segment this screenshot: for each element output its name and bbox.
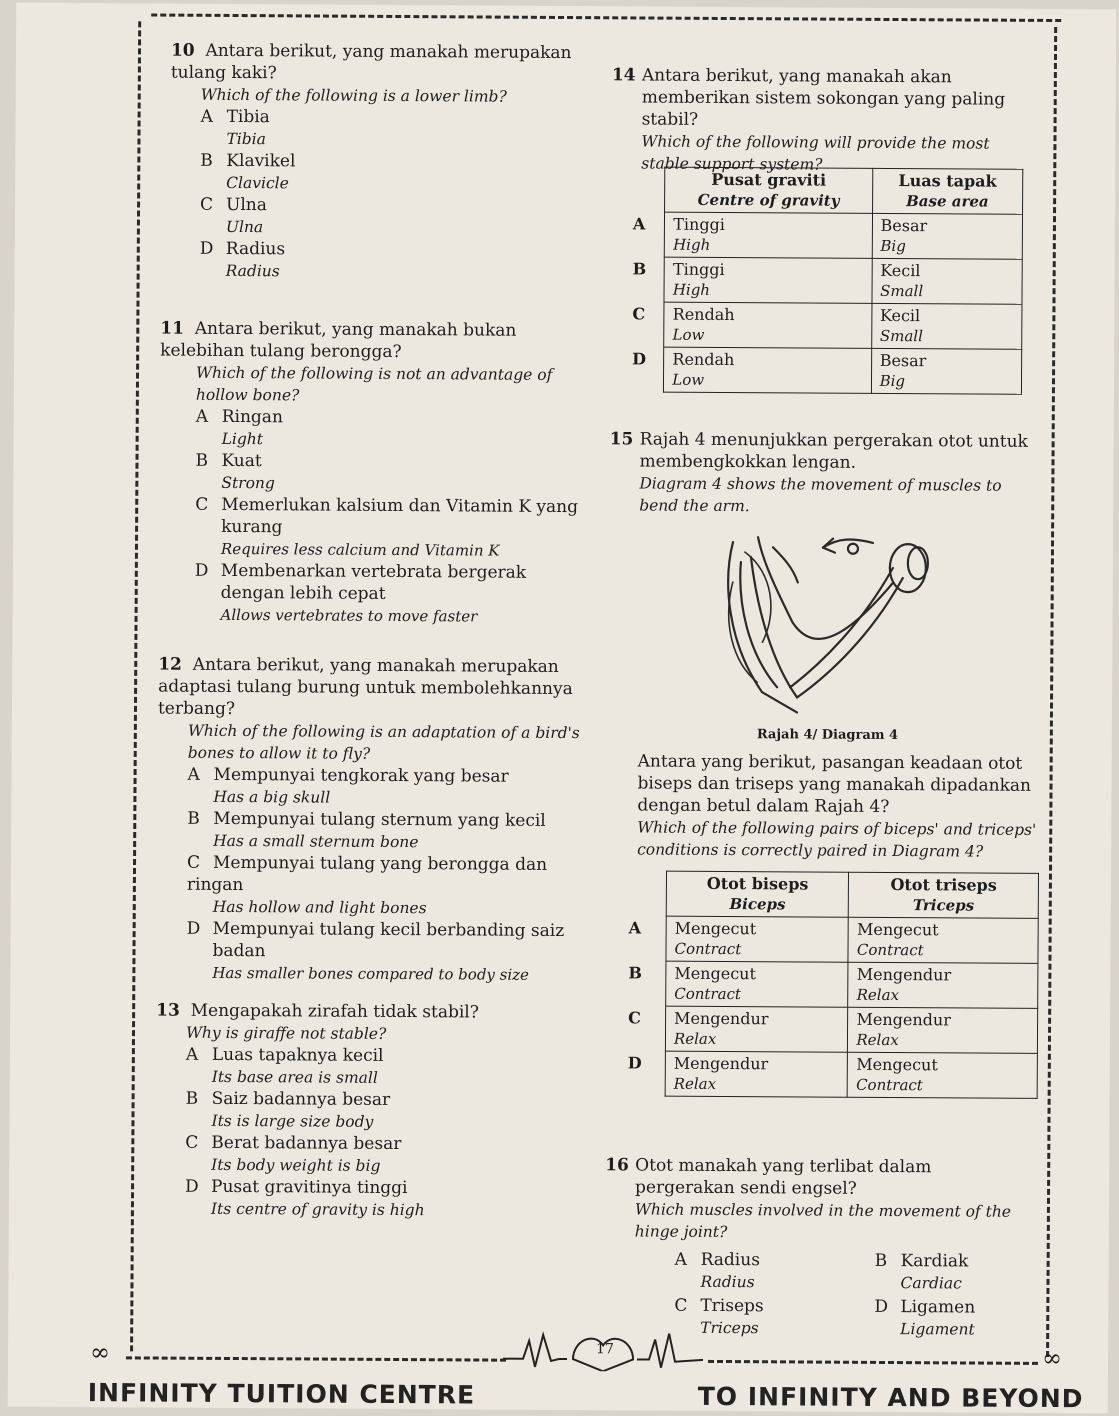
option-a[interactable]	[196, 406, 590, 452]
header-centre-of-gravity: Pusat graviti Centre of gravity	[665, 167, 873, 213]
cell: Mengecut Contract	[848, 917, 1038, 963]
diagram-caption: Rajah 4/ Diagram 4	[756, 727, 899, 744]
question-number: 14	[611, 65, 636, 86]
option-d[interactable]	[874, 1296, 1074, 1341]
option-text-ms: Pusat gravitinya tinggi	[211, 1176, 408, 1199]
option-c[interactable]	[187, 852, 587, 920]
question-text-ms: Antara berikut, yang manakah merupakan adaptasi tulang burung untuk membolehkannya terbang?	[157, 654, 573, 720]
table-row[interactable]	[632, 302, 1022, 349]
option-text-en: Radius	[225, 261, 280, 281]
cell: Mengendur Relax	[665, 1051, 848, 1097]
question-11	[158, 318, 590, 629]
option-letter: D	[874, 1296, 889, 1318]
cell: Mengecut Contract	[666, 961, 849, 1007]
option-text-en: Light	[221, 429, 264, 449]
option-letter: B	[185, 1088, 199, 1109]
option-text-en: Requires less calcium and Vitamin K	[220, 539, 500, 560]
page-number: 17	[596, 1341, 614, 1358]
ball-icon	[848, 544, 858, 554]
cell: Rendah Low	[664, 347, 872, 393]
table-row[interactable]	[633, 212, 1023, 259]
question-10	[170, 40, 601, 285]
option-letter: C	[186, 852, 201, 873]
option-b[interactable]	[874, 1250, 1074, 1295]
option-letter: D	[185, 1176, 199, 1197]
option-c[interactable]	[185, 1132, 585, 1178]
question-number: 15	[609, 429, 634, 450]
question-text-en: Which of the following pairs of biceps' and triceps' conditions is correctly paired in Diagram 4?	[637, 818, 1037, 861]
option-text-en: Its centre of gravity is high	[210, 1199, 425, 1220]
question-text-en: Which of the following is an adaptation of a bird's bones to allow it to fly?	[187, 721, 580, 763]
option-text-en: Allows vertebrates to move faster	[220, 605, 478, 626]
table-row[interactable]	[632, 347, 1022, 394]
option-b[interactable]	[200, 150, 600, 196]
cell: Tinggi High	[665, 212, 873, 258]
option-text-ms: Kardiak	[900, 1251, 969, 1272]
option-text-ms: Mempunyai tengkorak yang besar	[213, 764, 509, 787]
option-text-ms: Ligamen	[900, 1297, 976, 1318]
question-15	[609, 428, 1030, 519]
question-13	[155, 1000, 586, 1223]
table-row[interactable]	[628, 916, 1038, 964]
option-letter: B	[195, 450, 209, 471]
option-text-en: Radius	[700, 1272, 755, 1292]
dashed-border-right	[1046, 27, 1057, 1357]
worksheet-page	[8, 3, 1117, 1414]
option-text-en: Ulna	[225, 217, 264, 237]
cell: Kecil Small	[872, 258, 1023, 304]
option-text-en: Has smaller bones compared to body size	[212, 963, 530, 984]
cell: Tinggi High	[664, 257, 872, 303]
option-c[interactable]	[674, 1295, 874, 1340]
question-text-ms: Antara yang berikut, pasangan keadaan otot biseps dan triseps yang manakah dipadankan dengan betul dalam Rajah 4?	[637, 751, 1032, 818]
dashed-border-left	[130, 21, 141, 1351]
cell: Mengecut Contract	[848, 1052, 1038, 1098]
option-a[interactable]	[186, 1044, 586, 1090]
arm-muscle-diagram	[702, 522, 943, 723]
option-text-ms: Berat badannya besar	[211, 1132, 402, 1155]
question-text-ms: Antara berikut, yang manakah akan memberikan sistem sokongan yang paling stabil?	[641, 65, 1006, 130]
cell: Kecil Small	[871, 303, 1022, 349]
option-a[interactable]	[200, 106, 600, 152]
q15-table	[628, 870, 1039, 1099]
option-letter: A	[195, 406, 209, 427]
footer-brand-right: TO INFINITY AND BEYOND	[697, 1381, 1084, 1414]
option-text-en: Has a small sternum bone	[213, 831, 419, 852]
option-b[interactable]	[187, 808, 587, 854]
table-row[interactable]	[628, 961, 1038, 1009]
question-number: 10	[170, 40, 195, 61]
option-text-en: Its base area is small	[211, 1067, 378, 1087]
question-text-en: Diagram 4 shows the movement of muscles to bend the arm.	[639, 474, 1002, 516]
option-b[interactable]	[195, 450, 589, 496]
table-row[interactable]	[632, 257, 1022, 304]
row-letter: A	[632, 213, 646, 234]
row-letter: D	[627, 1052, 642, 1072]
question-text-en: Why is giraffe not stable?	[185, 1023, 387, 1043]
option-text-ms: Tibia	[226, 106, 270, 128]
option-letter: B	[874, 1250, 888, 1271]
option-text-ms: Ulna	[226, 194, 267, 216]
question-15-part-2	[637, 750, 1038, 862]
arrow-head-icon	[823, 539, 835, 553]
option-letter: D	[186, 918, 201, 939]
option-text-en: Strong	[221, 473, 275, 493]
option-text-en: Triceps	[700, 1318, 759, 1338]
cell: Besar Big	[871, 348, 1022, 394]
option-d[interactable]	[194, 560, 588, 628]
question-text-ms: Otot manakah yang terlibat dalam pergerakan sendi engsel?	[635, 1155, 932, 1199]
triceps-muscle	[728, 582, 757, 682]
row-letter: B	[632, 258, 647, 279]
row-letter: C	[632, 303, 646, 324]
option-letter: D	[199, 238, 214, 259]
option-text-ms: Ringan	[221, 406, 283, 428]
option-letter: C	[674, 1295, 688, 1316]
option-d[interactable]	[200, 238, 600, 284]
question-text-en: Which of the following will provide the most stable support system?	[641, 132, 990, 174]
footer-brand-left: INFINITY TUITION CENTRE	[87, 1378, 476, 1410]
question-12	[156, 654, 588, 987]
cell: Rendah Low	[664, 302, 872, 348]
option-c[interactable]	[200, 194, 600, 240]
option-text-en: Has hollow and light bones	[212, 897, 427, 918]
question-text-ms: Antara berikut, yang manakah merupakan tulang kaki?	[170, 40, 572, 84]
option-text-en: Tibia	[226, 129, 266, 149]
question-text-en: Which of the following is a lower limb?	[200, 85, 507, 106]
option-letter: A	[200, 106, 213, 127]
infinity-icon: ∞	[89, 1338, 111, 1367]
row-letter: A	[628, 917, 642, 937]
question-text-ms: Rajah 4 menunjukkan pergerakan otot untuk membengkokkan lengan.	[639, 429, 1028, 473]
option-text-ms: Radius	[225, 238, 286, 260]
option-letter: A	[187, 764, 200, 785]
question-14	[611, 64, 1032, 177]
question-text-en: Which muscles involved in the movement of the hinge joint?	[634, 1200, 1012, 1242]
row-letter: C	[628, 1007, 641, 1027]
option-letter: C	[185, 1132, 199, 1153]
page-footer	[8, 1338, 1108, 1415]
option-text-ms: Mempunyai tulang kecil berbanding saiz badan	[212, 918, 565, 962]
option-letter: B	[187, 808, 200, 829]
question-number: 16	[605, 1155, 629, 1176]
option-text-ms: Triseps	[700, 1295, 764, 1317]
table-row[interactable]	[628, 1006, 1038, 1054]
option-letter: A	[185, 1044, 199, 1065]
option-text-ms: Kuat	[221, 450, 262, 472]
option-text-en: Clavicle	[226, 173, 289, 193]
option-text-en: Ligament	[900, 1320, 975, 1339]
option-text-en: Cardiac	[900, 1274, 962, 1293]
option-text-en: Has a big skull	[213, 787, 331, 807]
cell: Mengendur Relax	[665, 1006, 848, 1052]
table-corner	[629, 871, 667, 916]
question-number: 11	[160, 318, 185, 339]
option-c[interactable]	[195, 494, 589, 562]
option-letter: C	[195, 494, 209, 515]
option-text-ms: Luas tapaknya kecil	[211, 1044, 384, 1066]
cell: Besar Big	[872, 213, 1023, 259]
question-number: 13	[156, 1000, 180, 1021]
option-b[interactable]	[185, 1088, 585, 1134]
option-text-ms: Memerlukan kalsium dan Vitamin K yang kurang	[221, 494, 579, 538]
question-text-en: Which of the following is not an advantage of hollow bone?	[195, 363, 553, 405]
table-row[interactable]	[628, 1051, 1038, 1099]
option-text-ms: Mempunyai tulang yang berongga dan ringan	[186, 852, 548, 896]
option-d[interactable]	[186, 918, 586, 986]
header-triceps: Otot triseps Triceps	[849, 872, 1039, 918]
option-text-ms: Saiz badannya besar	[211, 1088, 391, 1110]
table-corner	[633, 167, 665, 212]
footer-dash-left	[126, 1356, 506, 1361]
row-letter: B	[628, 962, 642, 982]
option-letter: C	[200, 194, 214, 215]
option-text-en: Its body weight is big	[211, 1155, 381, 1175]
option-text-ms: Mempunyai tulang sternum yang kecil	[213, 808, 546, 831]
option-d[interactable]	[185, 1176, 585, 1222]
q14-table	[632, 166, 1023, 394]
dashed-border-top	[151, 13, 1061, 22]
option-letter: D	[194, 560, 209, 581]
question-number: 12	[158, 654, 182, 675]
upper-arm-outline	[727, 542, 798, 712]
option-a[interactable]	[187, 764, 587, 810]
option-text-ms: Radius	[700, 1249, 761, 1271]
cell: Mengecut Contract	[666, 916, 849, 962]
option-letter: A	[674, 1249, 687, 1270]
row-letter: D	[632, 348, 647, 369]
option-a[interactable]	[674, 1249, 874, 1294]
option-text-en: Its is large size body	[211, 1111, 374, 1131]
header-biceps: Otot biseps Biceps	[666, 871, 849, 917]
infinity-icon: ∞	[1041, 1343, 1063, 1373]
cell: Mengendur Relax	[848, 1007, 1038, 1053]
footer-dash-right	[708, 1360, 1038, 1365]
question-16	[604, 1154, 1035, 1341]
header-base-area: Luas tapak Base area	[872, 168, 1023, 214]
option-text-ms: Membenarkan vertebrata bergerak dengan lebih cepat	[220, 560, 527, 604]
option-text-ms: Klavikel	[226, 150, 296, 172]
option-letter: B	[200, 150, 213, 171]
question-text-ms: Antara berikut, yang manakah bukan kelebihan tulang berongga?	[160, 318, 517, 363]
cell: Mengendur Relax	[848, 962, 1038, 1008]
question-text-ms: Mengapakah zirafah tidak stabil?	[190, 1000, 479, 1023]
